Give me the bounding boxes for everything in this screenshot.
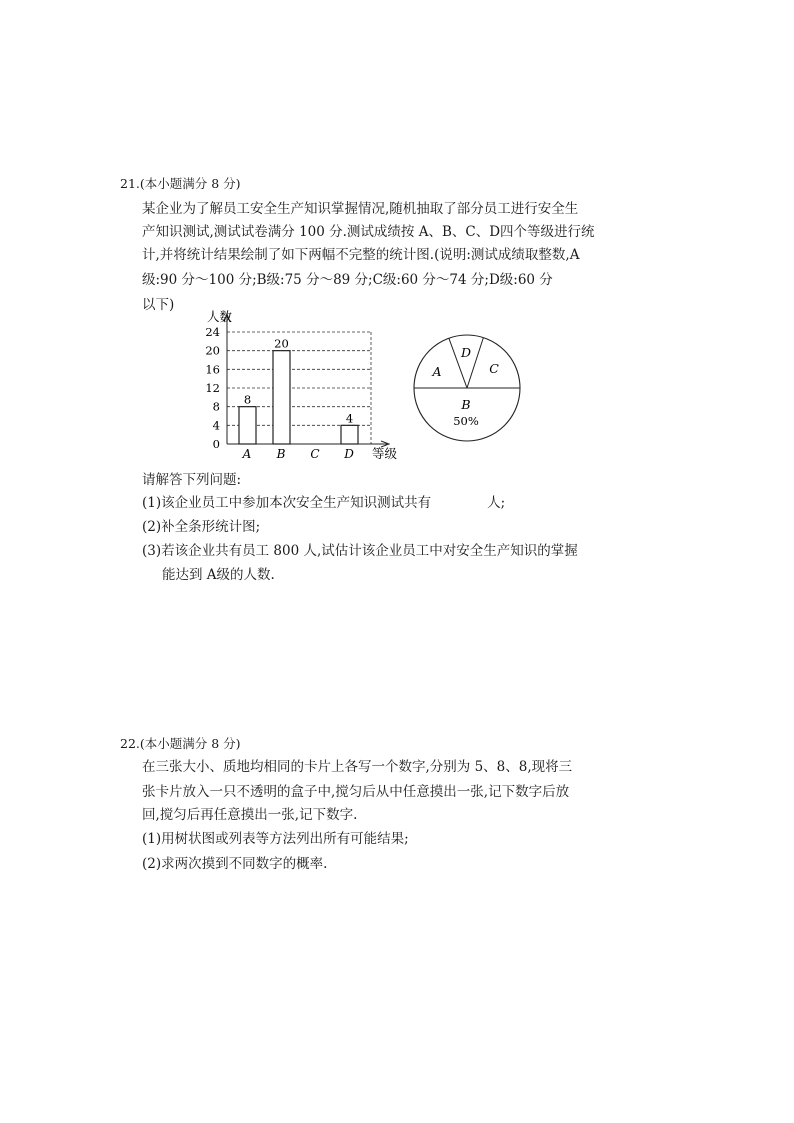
data-label-A: 8 — [243, 392, 252, 407]
y-tick-label: 20 — [205, 343, 220, 358]
q21-sub1-text: (1)该企业员工中参加本次安全生产知识测试共有 — [142, 495, 432, 511]
y-tick-label: 0 — [212, 437, 220, 451]
pie-label-C: C — [489, 361, 499, 376]
pie-label-A: A — [432, 364, 442, 379]
pie-chart — [405, 327, 530, 452]
pie-label-D: D — [460, 345, 472, 360]
q22-sub2: (2)求两次摸到不同数字的概率. — [142, 856, 328, 872]
pie-label-B: B — [461, 397, 471, 412]
q21-heading: 21.(本小题满分 8 分) — [120, 176, 241, 191]
q21-intro-line: 产知识测试,测试试卷满分 100 分.测试成绩按 A、B、C、D四个等级进行统 — [142, 224, 595, 240]
q21-sub1-unit: 人; — [487, 495, 506, 511]
x-axis-title: 等级 — [372, 446, 398, 461]
q21-sub1 — [142, 494, 505, 512]
bar-B — [273, 351, 290, 444]
x-tick-label-A: A — [242, 447, 252, 461]
bar-D — [341, 425, 358, 444]
y-axis-title: 人数 — [207, 309, 233, 324]
q22-line: 在三张大小、质地均相同的卡片上各写一个数字,分别为 5、8、8,现将三 — [142, 759, 573, 775]
y-tick-label: 12 — [205, 381, 220, 395]
bar-chart — [185, 308, 415, 468]
q22-heading: 22.(本小题满分 8 分) — [120, 736, 241, 751]
x-tick-label-D: D — [344, 447, 354, 461]
bar-A — [239, 407, 256, 444]
y-tick-label: 16 — [205, 362, 220, 377]
pie-percent-B: 50% — [453, 414, 479, 428]
q21-intro-line: 级:90 分～100 分;B级:75 分～89 分;C级:60 分～74 分;D级:60 分 — [142, 272, 553, 288]
y-tick-label: 4 — [212, 418, 220, 433]
y-tick-label: 24 — [205, 325, 220, 339]
y-tick-label: 8 — [212, 399, 220, 414]
q21-sub2: (2)补全条形统计图; — [142, 519, 261, 535]
data-label-D: 4 — [345, 411, 354, 426]
q21-intro-line: 以下) — [142, 297, 175, 313]
q21-sub3-line2: 能达到 A级的人数. — [162, 567, 275, 583]
x-tick-label-C: C — [310, 447, 320, 461]
q22-sub1: (1)用树状图或列表等方法列出所有可能结果; — [142, 831, 409, 847]
q22-line: 回,搅匀后再任意摸出一张,记下数字. — [142, 807, 358, 823]
q22-line: 张卡片放入一只不透明的盒子中,搅匀后从中任意摸出一张,记下数字后放 — [142, 784, 570, 800]
x-tick-label-B: B — [276, 447, 286, 461]
data-label-B: 20 — [274, 336, 289, 351]
q21-intro-line: 计,并将统计结果绘制了如下两幅不完整的统计图.(说明:测试成绩取整数,A — [142, 247, 580, 263]
q21-sub3-line1: (3)若该企业共有员工 800 人,试估计该企业员工中对安全生产知识的掌握 — [142, 543, 578, 559]
q21-intro-line: 某企业为了解员工安全生产知识掌握情况,随机抽取了部分员工进行安全生 — [142, 201, 579, 217]
q21-prompt: 请解答下列问题: — [142, 472, 242, 488]
